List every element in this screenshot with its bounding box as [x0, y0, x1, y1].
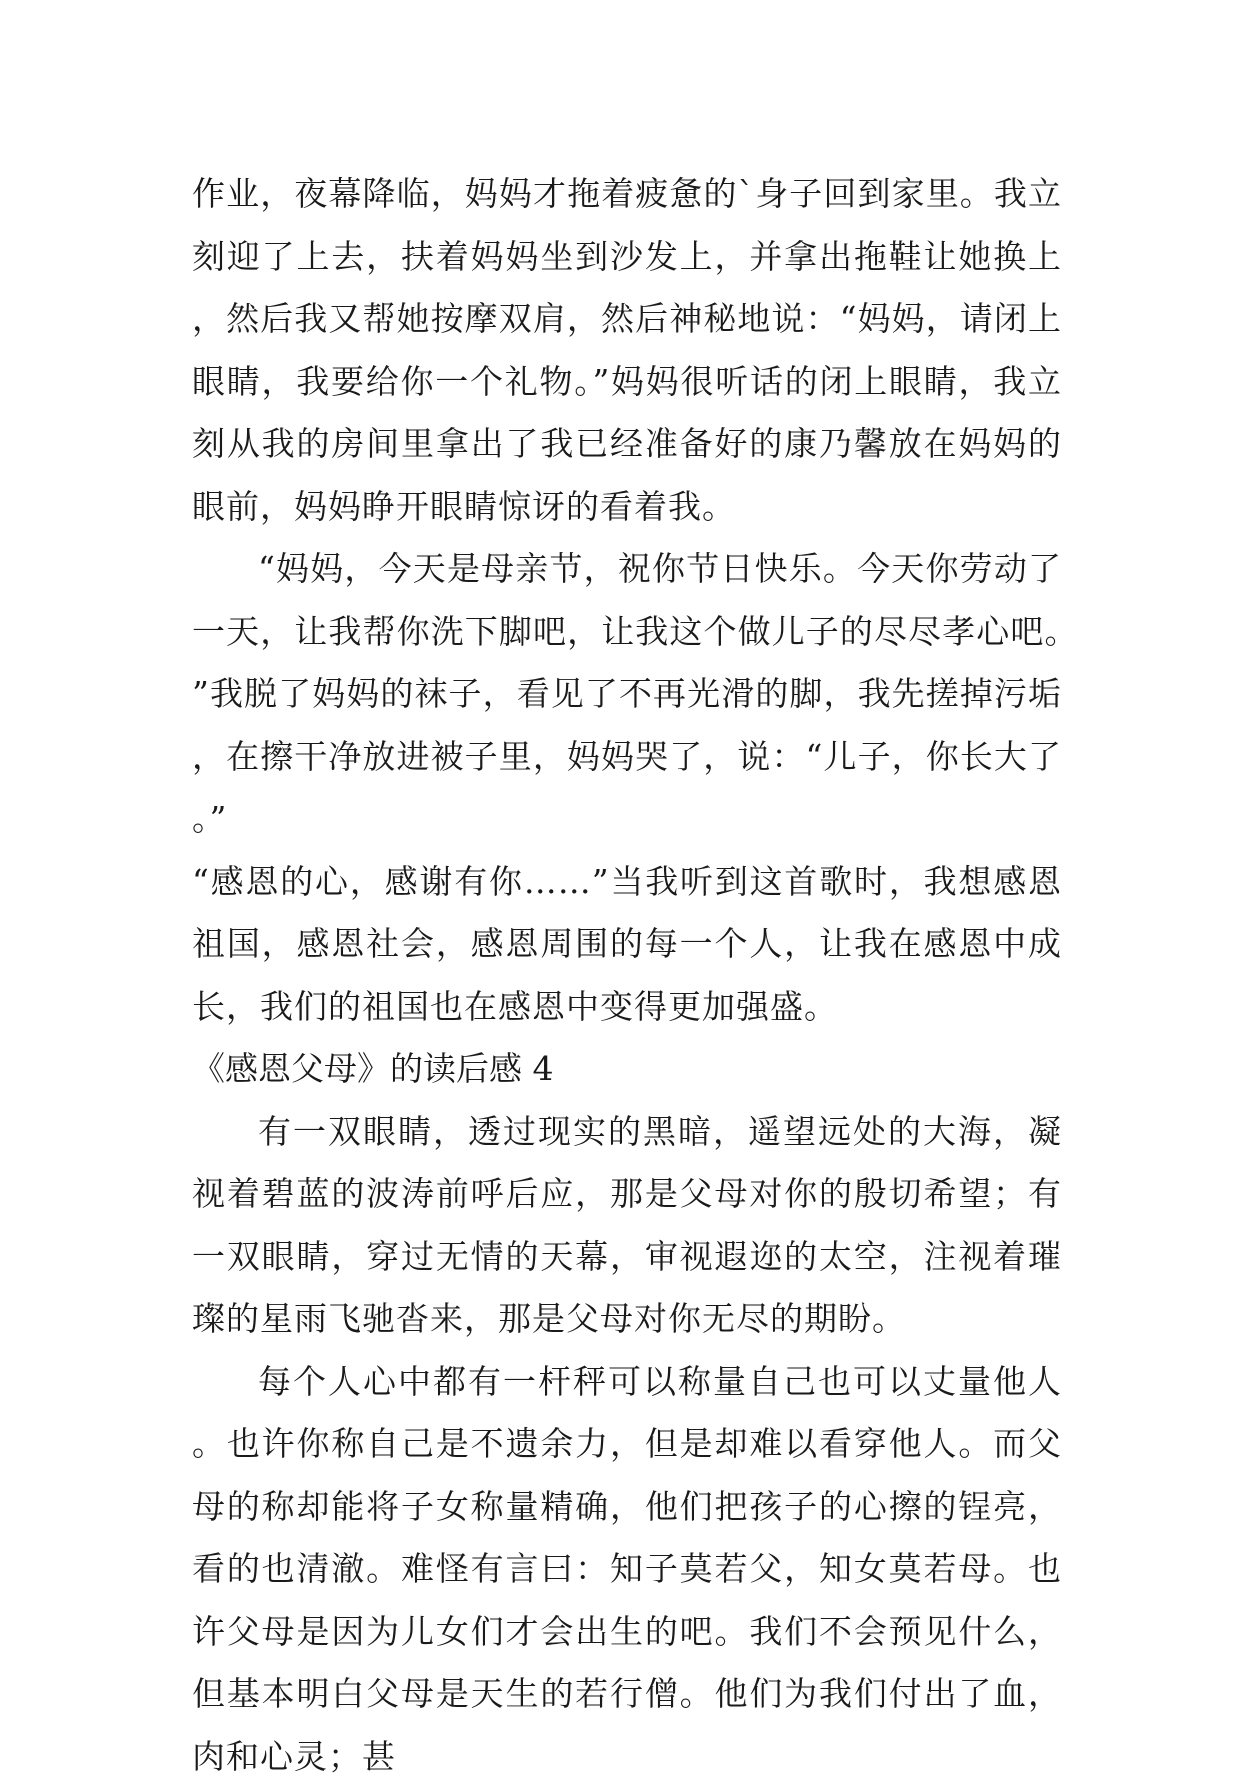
document-body: [192, 163, 1062, 1788]
section-title: 《感恩父母》的读后感 4: [192, 1038, 1062, 1101]
paragraph-1: 作业，夜幕降临，妈妈才拖着疲惫的`身子回到家里。我立刻迎了上去，扶着妈妈坐到沙发上，并拿出拖鞋让她换上，然后我又帮她按摩双肩，然后神秘地说：“妈妈，请闭上眼睛，我要给你一个礼物。”妈妈很听话的闭上眼睛，我立刻从我的房间里拿出了我已经准备好的康乃馨放在妈妈的眼前，妈妈睁开眼睛惊讶的看着我。: [192, 163, 1062, 538]
paragraph-5: 每个人心中都有一杆秤可以称量自己也可以丈量他人。也许你称自己是不遗余力，但是却难以看穿他人。而父母的称却能将子女称量精确，他们把孩子的心擦的锃亮，看的也清澈。难怪有言曰：知子莫若父，知女莫若母。也许父母是因为儿女们才会出生的吧。我们不会预见什么，但基本明白父母是天生的若行僧。他们为我们付出了血，肉和心灵；甚: [192, 1351, 1062, 1788]
paragraph-3: “感恩的心，感谢有你……”当我听到这首歌时，我想感恩祖国，感恩社会，感恩周围的每一个人，让我在感恩中成长，我们的祖国也在感恩中变得更加强盛。: [192, 851, 1062, 1039]
paragraph-2: “妈妈，今天是母亲节，祝你节日快乐。今天你劳动了一天，让我帮你洗下脚吧，让我这个做儿子的尽尽孝心吧。”我脱了妈妈的袜子，看见了不再光滑的脚，我先搓掉污垢，在擦干净放进被子里，妈妈哭了，说：“儿子，你长大了。”: [192, 538, 1062, 851]
paragraph-4: 有一双眼睛，透过现实的黑暗，遥望远处的大海，凝视着碧蓝的波涛前呼后应，那是父母对你的殷切希望；有一双眼睛，穿过无情的天幕，审视遐迩的太空，注视着璀璨的星雨飞驰沓来，那是父母对你无尽的期盼。: [192, 1101, 1062, 1351]
